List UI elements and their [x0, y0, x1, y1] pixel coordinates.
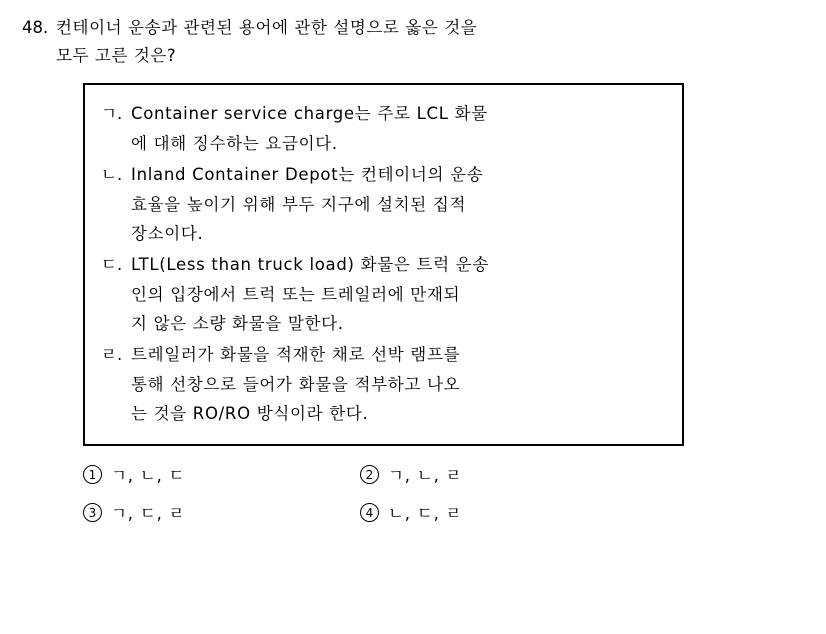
statement-line: 장소이다.	[131, 223, 204, 243]
question-stem	[22, 14, 804, 69]
question-text-line: 모두 고른 것은?	[56, 45, 177, 65]
answer-options	[83, 462, 684, 524]
question-number: 48.	[22, 18, 49, 37]
statement-body	[131, 250, 666, 338]
statement-line: 인의 입장에서 트럭 또는 트레일러에 만재되	[131, 284, 461, 304]
statement-item	[101, 160, 666, 248]
answer-option-4[interactable]	[360, 500, 462, 524]
statement-body	[131, 340, 666, 428]
option-number-circle-3: 3	[83, 503, 102, 522]
statement-body	[131, 99, 666, 158]
statement-item	[101, 99, 666, 158]
answer-option-2[interactable]	[360, 462, 462, 486]
answer-option-3[interactable]	[83, 500, 360, 524]
statement-line: 는 것을 RO/RO 방식이라 한다.	[131, 404, 369, 424]
answer-row	[83, 500, 684, 524]
statement-marker: ㄱ.	[101, 104, 123, 124]
statement-line: Container service charge는 주로 LCL 화물	[131, 104, 488, 124]
question-text	[56, 14, 736, 69]
statement-marker: ㄷ.	[101, 255, 123, 275]
statement-item	[101, 250, 666, 338]
statement-line: 트레일러가 화물을 적재한 채로 선박 램프를	[131, 345, 461, 365]
statement-line: LTL(Less than truck load) 화물은 트럭 운송	[131, 255, 489, 275]
option-label: ㄴ, ㄷ, ㄹ	[388, 504, 463, 524]
statements-box	[83, 83, 684, 446]
statement-item	[101, 340, 666, 428]
statement-line: 에 대해 징수하는 요금이다.	[131, 133, 338, 153]
option-number-circle-2: 2	[360, 465, 379, 484]
option-label: ㄱ, ㄴ, ㄹ	[388, 466, 463, 486]
statement-line: 효율을 높이기 위해 부두 지구에 설치된 집적	[131, 194, 467, 214]
option-number-circle-1: 1	[83, 465, 102, 484]
statement-line: 지 않은 소량 화물을 말한다.	[131, 313, 344, 333]
statement-marker: ㄴ.	[101, 165, 123, 185]
statement-marker: ㄹ.	[101, 345, 123, 365]
question-text-line: 컨테이너 운송과 관련된 용어에 관한 설명으로 옳은 것을	[56, 18, 478, 37]
statement-line: Inland Container Depot는 컨테이너의 운송	[131, 165, 484, 185]
answer-row	[83, 462, 684, 486]
statement-body	[131, 160, 666, 248]
option-label: ㄱ, ㄴ, ㄷ	[111, 466, 186, 486]
statement-line: 통해 선창으로 들어가 화물을 적부하고 나오	[131, 374, 461, 394]
answer-option-1[interactable]	[83, 462, 360, 486]
option-number-circle-4: 4	[360, 503, 379, 522]
option-label: ㄱ, ㄷ, ㄹ	[111, 504, 186, 524]
